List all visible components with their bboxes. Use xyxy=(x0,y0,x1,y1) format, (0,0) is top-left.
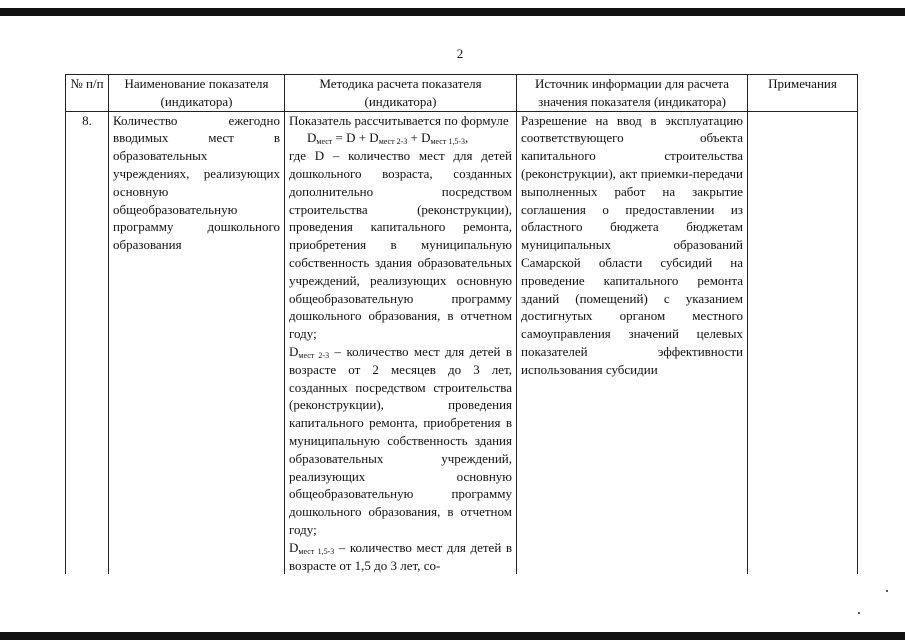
method-definition-d-2-3 xyxy=(289,343,512,539)
formula-eq: = D + D xyxy=(332,130,379,146)
formula-sub1: мест 2-3 xyxy=(378,137,408,147)
formula-lhs: D xyxy=(307,130,317,146)
def3-text: – количество мест для детей в возрасте от 1,5 до 3 лет, со- xyxy=(289,539,512,573)
def2-var: D xyxy=(289,343,299,359)
formula-end: , xyxy=(465,130,469,146)
formula-lhs-sub: мест xyxy=(316,137,333,147)
def3-var: D xyxy=(289,539,299,555)
page-number: 2 xyxy=(456,46,464,61)
scan-speck xyxy=(886,590,888,592)
method-intro: Показатель рассчитывается по формуле xyxy=(289,112,509,128)
row-calculation-method xyxy=(285,111,517,574)
method-definition-d: где D – количество мест для детей дошкольного возраста, созданных дополнительно посредством строительства (реконструкции), проведения капитального ремонта, приобретения в муниципальную собственность здания образовательных учреждений, реализующих основную общеобразовательную программу дошкольного образования, в отчетном году; xyxy=(289,148,512,342)
formula-plus: + D xyxy=(407,130,431,146)
row-number: 8. xyxy=(66,111,109,574)
table-row xyxy=(66,111,858,574)
scan-speck xyxy=(858,612,860,614)
top-border-bar xyxy=(0,8,905,16)
row-information-source: Разрешение на ввод в эксплуатацию соответствующего объекта капитального строительства (реконструкции), акт приемки-передачи выполненных работ на закрытие соглашения о предоставлении из областного бюджета бюджетам муниципальных образований Самарской области субсидий на проведение капитального ремонта зданий (помещений) с указанием достигнутых органом местного самоуправления значений целевых показателей эффективности использования субсидии xyxy=(517,111,748,574)
indicator-table xyxy=(65,74,858,574)
def2-sub: мест 2-3 xyxy=(298,350,330,360)
header-number: № п/п xyxy=(66,75,109,112)
method-formula xyxy=(289,129,512,147)
header-indicator-name: Наименование показателя (индикатора) xyxy=(109,75,285,112)
def3-sub: мест 1,5-3 xyxy=(298,546,335,556)
header-notes: Примечания xyxy=(748,75,858,112)
table-header-row xyxy=(66,75,858,112)
def2-text: – количество мест для детей в возрасте от 2 месяцев до 3 лет, созданных посредством строительства (реконструкции), проведения капитального ремонта, приобретения в муниципальную собственность здания образовательных учреждений, реализующих основную общеобразовательную программу дошкольного образования, в отчетном году; xyxy=(289,343,512,537)
method-definition-d-1-5-3 xyxy=(289,539,512,575)
header-information-source: Источник информации для расчета значения показателя (индикатора) xyxy=(517,75,748,112)
header-calculation-method: Методика расчета показателя (индикатора) xyxy=(285,75,517,112)
bottom-border-bar xyxy=(0,632,905,640)
row-indicator-name: Количество ежегодно вводимых мест в образовательных учреждениях, реализующих основную общеобразовательную программу дошкольного образования xyxy=(109,111,285,574)
formula-sub2: мест 1,5-3 xyxy=(430,137,465,147)
row-notes xyxy=(748,111,858,574)
